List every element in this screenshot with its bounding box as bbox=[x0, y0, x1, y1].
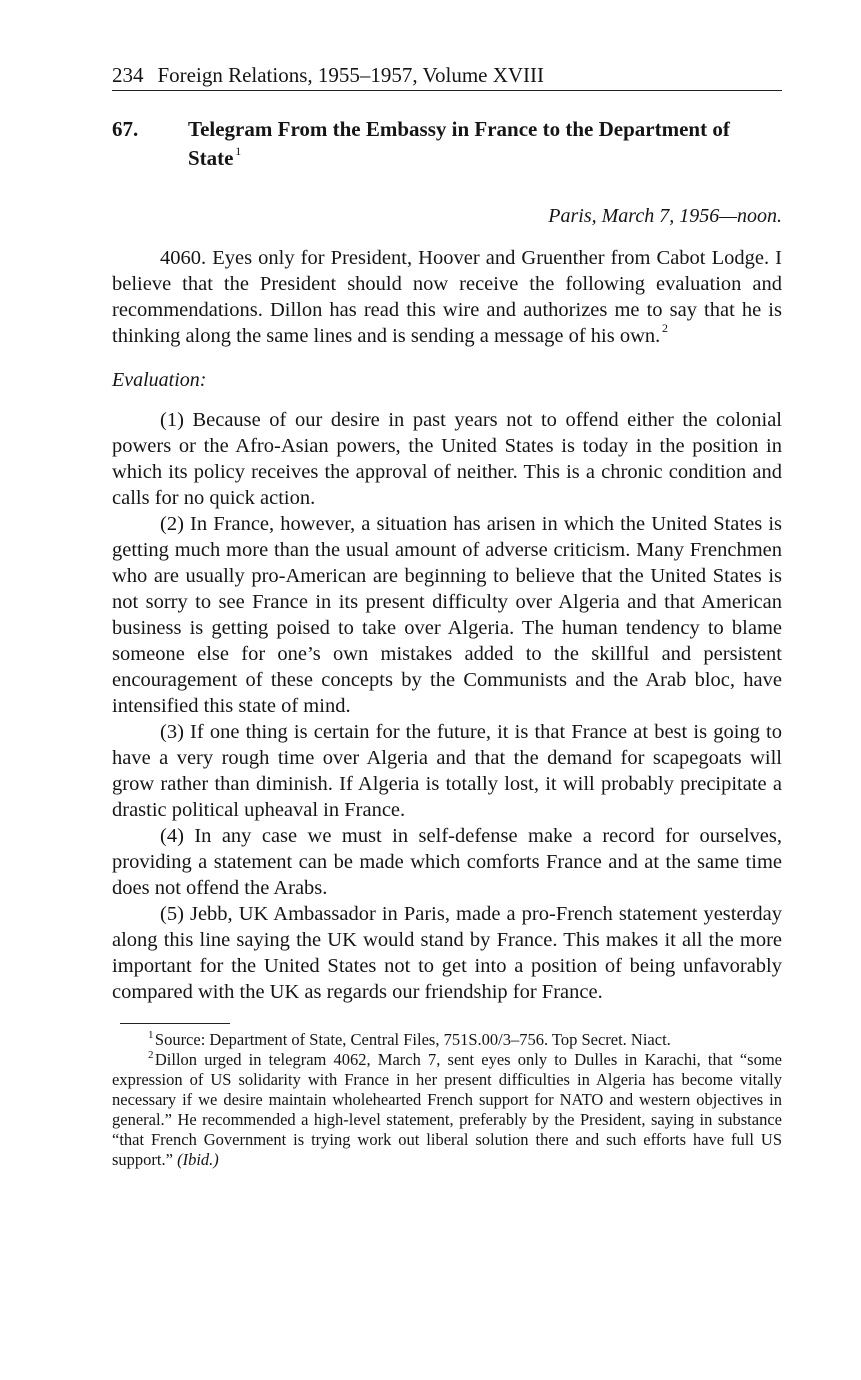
footnote-1 bbox=[112, 1030, 782, 1050]
document-number: 67. bbox=[112, 117, 139, 141]
footnote-divider bbox=[120, 1023, 230, 1024]
footnote-ref-2: 2 bbox=[662, 321, 669, 336]
footnote-2-marker: 2 bbox=[148, 1048, 154, 1061]
footnote-2-text: Dillon urged in telegram 4062, March 7, sent eyes only to Dulles in Karachi, that “some expression of US solidarity with France in her present difficulties in Algeria has become vitally necessary if we desire maintain wholehearted French support for NATO and western objectives in general.” He recommended a high-level statement, preferably by the President, saying in substance “that French Government is trying work out liberal solution there and such efforts have full US support.” bbox=[112, 1050, 782, 1169]
document-title: Telegram From the Embassy in France to the Department of State bbox=[188, 117, 730, 170]
footnote-ref-1: 1 bbox=[235, 144, 242, 158]
running-header bbox=[112, 62, 782, 91]
document-page bbox=[112, 62, 782, 1170]
volume-title: Foreign Relations, 1955–1957, Volume XVIII bbox=[157, 63, 545, 87]
document-title-block bbox=[188, 115, 782, 173]
opening-paragraph bbox=[112, 245, 782, 349]
footnote-2 bbox=[112, 1050, 782, 1170]
document-heading bbox=[112, 115, 782, 173]
opening-paragraph-text: 4060. Eyes only for President, Hoover and Gruenther from Cabot Lodge. I believe that the President should now receive the following evaluation and recommendations. Dillon has read this wire and authorizes me to say that he is thinking along the same lines and is sending a message of his own. bbox=[112, 247, 782, 347]
evaluation-paragraph-4: (4) In any case we must in self-defense make a record for ourselves, providing a statement can be made which comforts France and at the same time does not offend the Arabs. bbox=[112, 825, 782, 899]
evaluation-paragraph-5: (5) Jebb, UK Ambassador in Paris, made a pro-French statement yesterday along this line saying the UK would stand by France. This makes it all the more important for the United States not to get into a position of being unfavorably compared with the UK as regards our friendship for France. bbox=[112, 903, 782, 1003]
evaluation-paragraph-1: (1) Because of our desire in past years not to offend either the colonial powers or the Afro-Asian powers, the United States is today in the position in which its policy receives the approval of neither. This is a chronic condition and calls for no quick action. bbox=[112, 409, 782, 509]
page-number: 234 bbox=[112, 63, 144, 87]
evaluation-label: Evaluation: bbox=[112, 369, 207, 391]
footnote-2-citation: (Ibid.) bbox=[177, 1150, 219, 1169]
evaluation-paragraph-2: (2) In France, however, a situation has arisen in which the United States is getting much more than the usual amount of adverse criticism. Many Frenchmen who are usually pro-American are beginning to believe that the United States is not sorry to see France in its present difficulty over Algeria and that American business is getting poised to take over Algeria. The human tendency to blame someone else for one’s own mistakes added to the skillful and persistent encouragement of these concepts by the Communists and the Arab bloc, have intensified this state of mind. bbox=[112, 513, 782, 717]
evaluation-paragraph-3: (3) If one thing is certain for the future, it is that France at best is going to have a very rough time over Algeria and that the demand for scapegoats will grow rather than diminish. If Algeria is totally lost, it will probably precipitate a drastic political upheaval in France. bbox=[112, 721, 782, 821]
footnote-1-text: Source: Department of State, Central Files, 751S.00/3–756. Top Secret. Niact. bbox=[154, 1030, 671, 1049]
footnotes bbox=[112, 1030, 782, 1170]
footnote-1-marker: 1 bbox=[148, 1028, 154, 1041]
dateline: Paris, March 7, 1956—noon. bbox=[548, 205, 782, 227]
telegram-body bbox=[112, 245, 782, 1005]
